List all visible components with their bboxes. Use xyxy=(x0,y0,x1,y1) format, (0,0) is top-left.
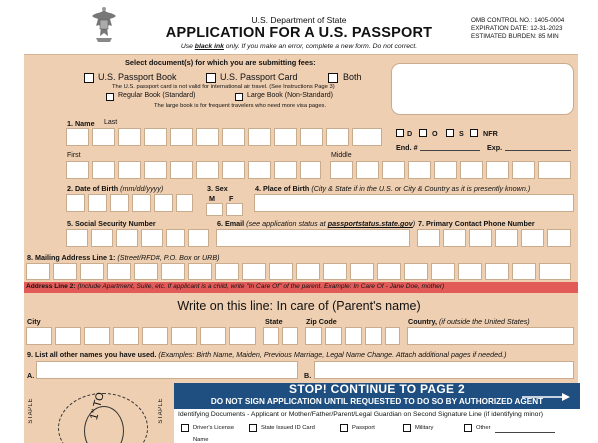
office-nfr-label: NFR xyxy=(483,129,498,138)
sex-label: 3. Sex xyxy=(207,184,228,193)
sex-m-label: M xyxy=(209,194,215,203)
addr1-cell[interactable] xyxy=(296,263,320,280)
office-nfr-checkbox xyxy=(470,129,478,137)
phone-cell[interactable] xyxy=(495,229,518,247)
city-cell[interactable] xyxy=(142,327,168,345)
middle-cell[interactable] xyxy=(512,161,535,179)
addr1-cell[interactable] xyxy=(458,263,482,280)
addr1-cell[interactable] xyxy=(350,263,374,280)
both-checkbox[interactable] xyxy=(328,73,338,83)
id-state-id-checkbox[interactable] xyxy=(249,424,257,432)
passport-book-checkbox[interactable] xyxy=(84,73,94,83)
dob-cell[interactable] xyxy=(66,194,85,212)
document-select-prompt: Select document(s) for which you are submitting fees: xyxy=(125,58,316,67)
staple-left-label: STAPLE xyxy=(28,398,34,424)
passport-book-label: U.S. Passport Book xyxy=(98,72,177,82)
addr1-cell[interactable] xyxy=(53,263,77,280)
regular-book-checkbox[interactable] xyxy=(106,93,114,101)
addr1-cell[interactable] xyxy=(80,263,104,280)
official-use-box xyxy=(391,63,574,115)
pob-field[interactable] xyxy=(254,194,574,212)
zip-label: Zip Code xyxy=(306,317,337,326)
name-label: 1. Name xyxy=(67,119,95,128)
addr1-cell[interactable] xyxy=(215,263,239,280)
id-passport-label: Passport xyxy=(352,425,375,431)
city-cell[interactable] xyxy=(84,327,110,345)
id-drivers-license-label: Driver's License xyxy=(193,425,235,431)
other-name-b-field[interactable] xyxy=(314,361,574,379)
city-cell[interactable] xyxy=(229,327,256,345)
card-note: The U.S. passport card is not valid for international air travel. (See Instructions Page 3) xyxy=(112,84,335,90)
city-cell[interactable] xyxy=(200,327,226,345)
large-book-label: Large Book (Non-Standard) xyxy=(247,92,333,99)
addr1-cell[interactable] xyxy=(134,263,158,280)
office-o-checkbox xyxy=(419,129,427,137)
zip-cell[interactable] xyxy=(345,327,362,345)
id-passport-checkbox[interactable] xyxy=(340,424,348,432)
sex-f-box[interactable] xyxy=(226,203,243,216)
sex-f-label: F xyxy=(229,194,234,203)
dob-cell[interactable] xyxy=(176,194,193,212)
addr1-cell[interactable] xyxy=(512,263,536,280)
city-field[interactable] xyxy=(26,327,259,345)
last-cell[interactable] xyxy=(248,128,271,146)
other-name-a-field[interactable] xyxy=(36,361,298,379)
office-s-label: S xyxy=(459,129,464,138)
ssn-field[interactable] xyxy=(66,229,212,247)
zip-cell[interactable] xyxy=(365,327,382,345)
office-d-checkbox xyxy=(396,129,404,137)
photo-size-text: 1" TO xyxy=(88,390,107,422)
passport-card-label: U.S. Passport Card xyxy=(220,72,298,82)
middle-cell[interactable] xyxy=(330,161,353,179)
addr1-cell[interactable] xyxy=(323,263,347,280)
addr1-cell[interactable] xyxy=(377,263,401,280)
address-line2-label: Address Line 2: (Include Apartment, Suite, etc. If applicant is a child, write "In Care Of" of the parent. Example: In Care Of - Jane Doe, mother) xyxy=(26,283,445,290)
omb-burden: ESTIMATED BURDEN: 85 MIN xyxy=(471,33,559,40)
ssn-cell[interactable] xyxy=(141,229,163,247)
middle-name-field[interactable] xyxy=(330,161,574,179)
dob-field[interactable] xyxy=(66,194,196,212)
stop-banner-warning: DO NOT SIGN APPLICATION UNTIL REQUESTED TO DO SO BY AUTHORIZED AGENT xyxy=(210,397,544,406)
middle-name-label: Middle xyxy=(331,152,352,159)
city-cell[interactable] xyxy=(26,327,52,345)
addr1-cell[interactable] xyxy=(485,263,509,280)
id-state-id-label: State Issued ID Card xyxy=(261,425,315,431)
addr1-cell[interactable] xyxy=(404,263,428,280)
ssn-label: 5. Social Security Number xyxy=(67,219,156,228)
phone-field[interactable] xyxy=(417,229,574,247)
last-cell[interactable] xyxy=(196,128,219,146)
addr1-cell[interactable] xyxy=(269,263,293,280)
last-cell[interactable] xyxy=(300,128,323,146)
dob-label: 2. Date of Birth (mm/dd/yyyy) xyxy=(67,184,164,193)
last-cell[interactable] xyxy=(274,128,297,146)
city-cell[interactable] xyxy=(171,327,197,345)
last-cell[interactable] xyxy=(326,128,349,146)
phone-cell[interactable] xyxy=(469,229,492,247)
first-name-label: First xyxy=(67,152,81,159)
middle-cell[interactable] xyxy=(460,161,483,179)
last-cell[interactable] xyxy=(222,128,245,146)
office-s-checkbox xyxy=(446,129,454,137)
state-cell[interactable] xyxy=(282,327,298,345)
addr1-cell[interactable] xyxy=(161,263,185,280)
addr1-cell[interactable] xyxy=(188,263,212,280)
phone-cell[interactable] xyxy=(417,229,440,247)
ssn-cell[interactable] xyxy=(91,229,113,247)
last-cell[interactable] xyxy=(92,128,115,146)
middle-cell[interactable] xyxy=(408,161,431,179)
first-cell[interactable] xyxy=(300,161,321,179)
middle-cell[interactable] xyxy=(356,161,379,179)
address-line1-label: 8. Mailing Address Line 1: (Street/RFD#, P.O. Box or URB) xyxy=(27,253,220,262)
id-other-line xyxy=(495,432,555,433)
stop-banner-title: STOP! CONTINUE TO PAGE 2 xyxy=(289,382,465,396)
last-cell[interactable] xyxy=(144,128,167,146)
ink-instruction: Use black ink only. If you make an error, complete a new form. Do not correct. xyxy=(180,43,418,50)
pob-label: 4. Place of Birth (City & State if in the U.S. or City & Country as it is presently known.) xyxy=(255,184,531,193)
addr1-cell[interactable] xyxy=(242,263,266,280)
other-name-b-label: B. xyxy=(304,371,312,380)
phone-cell[interactable] xyxy=(547,229,571,247)
last-cell[interactable] xyxy=(66,128,89,146)
sex-m-box[interactable] xyxy=(206,203,223,216)
state-cell[interactable] xyxy=(263,327,279,345)
first-cell[interactable] xyxy=(92,161,115,179)
dob-cell[interactable] xyxy=(88,194,107,212)
middle-cell[interactable] xyxy=(434,161,457,179)
care-of-instruction: Write on this line: In care of (Parent's name) xyxy=(177,299,421,313)
stop-banner xyxy=(174,383,580,409)
large-book-note: The large book is for frequent travelers who need more visa pages. xyxy=(154,103,327,109)
state-field[interactable] xyxy=(263,327,301,345)
passport-card-checkbox[interactable] xyxy=(206,73,216,83)
agency-name: U.S. Department of State xyxy=(251,15,347,25)
first-cell[interactable] xyxy=(196,161,219,179)
end-number-line xyxy=(420,150,480,151)
city-cell[interactable] xyxy=(55,327,81,345)
exp-label: Exp. xyxy=(487,143,503,152)
other-names-label: 9. List all other names you have used. (Examples: Birth Name, Maiden, Previous Marriage, Legal Name Change. Attach additional pages if needed.) xyxy=(27,350,507,359)
id-military-checkbox[interactable] xyxy=(403,424,411,432)
addr1-cell[interactable] xyxy=(431,263,455,280)
first-cell[interactable] xyxy=(222,161,245,179)
last-cell[interactable] xyxy=(170,128,193,146)
omb-expiration: EXPIRATION DATE: 12-31-2023 xyxy=(471,25,563,32)
both-label: Both xyxy=(343,72,362,82)
phone-cell[interactable] xyxy=(521,229,544,247)
first-cell[interactable] xyxy=(66,161,89,179)
ssn-cell[interactable] xyxy=(188,229,209,247)
id-name-label: Name xyxy=(193,437,209,443)
state-label: State xyxy=(265,317,283,326)
office-o-label: O xyxy=(432,129,438,138)
email-field[interactable] xyxy=(216,229,410,247)
ssn-cell[interactable] xyxy=(166,229,185,247)
phone-label: 7. Primary Contact Phone Number xyxy=(418,219,535,228)
first-cell[interactable] xyxy=(118,161,141,179)
dob-cell[interactable] xyxy=(132,194,151,212)
country-label: Country, (if outside the United States) xyxy=(408,317,530,326)
addr1-cell[interactable] xyxy=(539,263,571,280)
arrow-right-icon xyxy=(522,388,570,406)
ssn-cell[interactable] xyxy=(66,229,88,247)
id-other-checkbox[interactable] xyxy=(464,424,472,432)
ssn-cell[interactable] xyxy=(116,229,138,247)
dob-cell[interactable] xyxy=(154,194,173,212)
last-name-label: Last xyxy=(104,119,118,126)
form-title: APPLICATION FOR A U.S. PASSPORT xyxy=(165,25,433,41)
email-label: 6. Email (see application status at passportstatus.state.gov) xyxy=(217,219,416,228)
office-d-label: D xyxy=(407,129,413,138)
regular-book-label: Regular Book (Standard) xyxy=(118,92,196,99)
city-cell[interactable] xyxy=(113,327,139,345)
dob-cell[interactable] xyxy=(110,194,129,212)
staple-right-label: STAPLE xyxy=(158,398,164,424)
zip-cell[interactable] xyxy=(325,327,342,345)
phone-cell[interactable] xyxy=(443,229,466,247)
addr1-cell[interactable] xyxy=(26,263,50,280)
last-name-field[interactable] xyxy=(66,128,385,146)
other-name-a-label: A. xyxy=(27,371,35,380)
middle-cell[interactable] xyxy=(486,161,509,179)
addr1-cell[interactable] xyxy=(107,263,131,280)
id-military-label: Military xyxy=(415,425,434,431)
id-drivers-license-checkbox[interactable] xyxy=(181,424,189,432)
end-number-label: End. # xyxy=(396,143,418,152)
last-cell[interactable] xyxy=(352,128,382,146)
large-book-checkbox[interactable] xyxy=(235,93,243,101)
first-cell[interactable] xyxy=(248,161,271,179)
middle-cell[interactable] xyxy=(382,161,405,179)
first-cell[interactable] xyxy=(144,161,167,179)
middle-cell[interactable] xyxy=(538,161,571,179)
first-cell[interactable] xyxy=(274,161,297,179)
last-cell[interactable] xyxy=(118,128,141,146)
city-label: City xyxy=(27,317,41,326)
address-line1-field[interactable] xyxy=(26,263,574,280)
first-name-field[interactable] xyxy=(66,161,324,179)
first-cell[interactable] xyxy=(170,161,193,179)
zip-cell[interactable] xyxy=(385,327,400,345)
identifying-documents-label: Identifying Documents - Applicant or Mother/Father/Parent/Legal Guardian on Second Signature Line (if identifying minor) xyxy=(178,411,543,418)
id-other-label: Other xyxy=(476,425,491,431)
omb-control-no: OMB CONTROL NO.: 1405-0004 xyxy=(471,17,565,24)
country-field[interactable] xyxy=(407,327,574,345)
zip-cell[interactable] xyxy=(305,327,322,345)
zip-field[interactable] xyxy=(305,327,403,345)
exp-line xyxy=(505,150,571,151)
